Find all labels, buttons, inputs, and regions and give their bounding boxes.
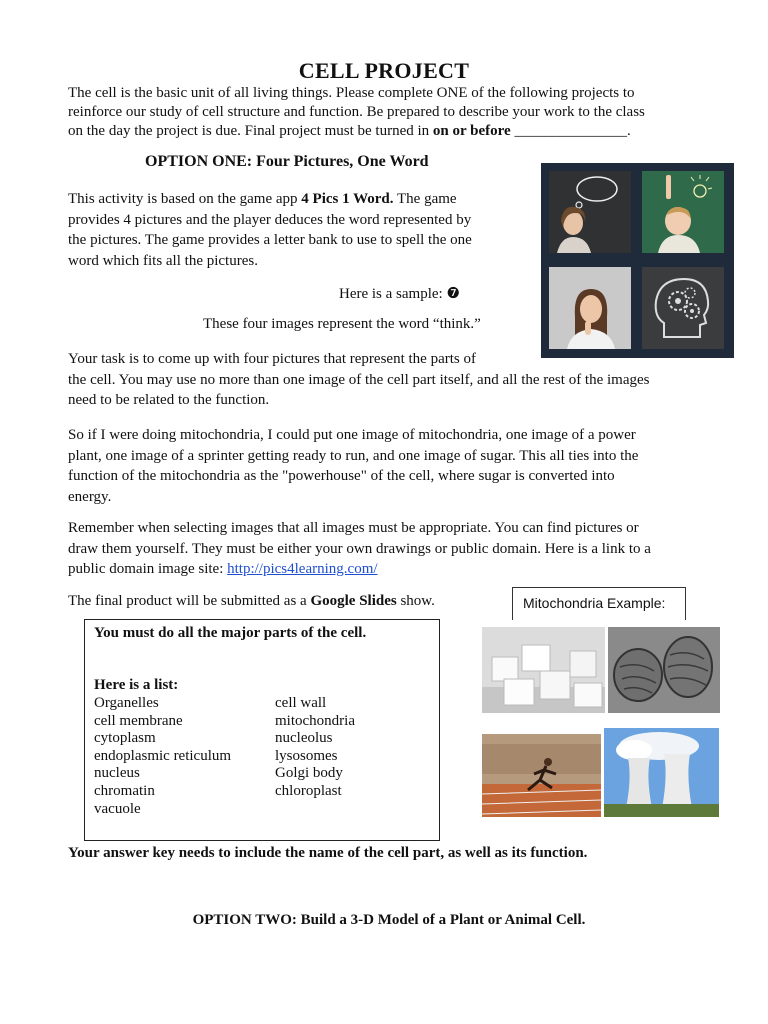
gear-head-image (642, 267, 724, 349)
remember-text: public domain image site: (68, 561, 228, 577)
list-item: Organelles (94, 695, 159, 711)
activity-line (68, 189, 528, 210)
option-one-heading: OPTION ONE: Four Pictures, One Word (145, 153, 429, 170)
mitochondria-paragraph (68, 425, 748, 507)
list-heading: Here is a list: (94, 677, 179, 693)
task-line: Your task is to come up with four pictures that represent the parts of (68, 351, 476, 367)
intro-line: reinforce our study of cell structure and function. Be prepared to describe your work to the class (68, 104, 645, 120)
game-name: 4 Pics 1 Word. (301, 191, 394, 207)
think-caption: These four images represent the word “think.” (203, 316, 481, 332)
intro-line: The cell is the basic unit of all living things. Please complete ONE of the following projects to (68, 85, 635, 101)
answer-key-instruction: Your answer key needs to include the name of the cell part, as well as its function. (68, 845, 588, 861)
due-date-blank: _______________. (510, 123, 631, 139)
remember-line: Remember when selecting images that all images must be appropriate. You can find pictures or (68, 520, 639, 536)
list-item: cell membrane (94, 712, 183, 729)
list-item: lysosomes (275, 747, 338, 764)
list-item: cell wall (275, 695, 327, 711)
mito-line: plant, one image of a sprinter getting ready to run, and one image of sugar. This all ties into the (68, 447, 639, 464)
google-slides-emphasis: Google Slides (310, 593, 397, 609)
option-two-heading: OPTION TWO: Build a 3-D Model of a Plant or Animal Cell. (192, 912, 586, 928)
cell-parts-column-1 (94, 695, 231, 818)
thinking-portrait-image (549, 267, 631, 349)
power-plant-image (604, 728, 719, 817)
thinking-woman-image (549, 171, 631, 253)
boy-idea-image (642, 171, 724, 253)
list-item: vacuole (94, 800, 141, 817)
list-item: Golgi body (275, 765, 343, 782)
cell-parts-box (84, 619, 440, 841)
task-paragraph (68, 349, 748, 411)
mito-line: energy. (68, 488, 112, 505)
pics4learning-link[interactable]: http://pics4learning.com/ (227, 561, 378, 577)
activity-line: word which fits all the pictures. (68, 252, 258, 269)
remember-line (68, 559, 748, 580)
list-item: cytoplasm (94, 730, 156, 747)
sample-label: Here is a sample: ❼ (339, 286, 460, 302)
cell-parts-column-2 (275, 695, 355, 801)
list-item: nucleus (94, 765, 140, 782)
final-product-text: show. (396, 593, 435, 609)
list-item: mitochondria (275, 712, 355, 729)
remember-paragraph (68, 518, 748, 580)
mitochondria-micrograph-image (608, 627, 720, 713)
intro-line (68, 122, 718, 141)
major-parts-instruction: You must do all the major parts of the cell. (94, 625, 367, 641)
remember-line: draw them yourself. They must be either your own drawings or public domain. Here is a link to a (68, 540, 651, 557)
list-item: nucleolus (275, 730, 333, 747)
list-item: chloroplast (275, 782, 342, 799)
activity-line: provides 4 pictures and the player deduces the word represented by (68, 211, 472, 228)
sugar-cubes-image (482, 627, 605, 713)
mitochondria-example-label: Mitochondria Example: (512, 587, 686, 620)
page-title: CELL PROJECT (298, 58, 470, 83)
activity-paragraph (68, 189, 528, 271)
task-line: need to be related to the function. (68, 392, 270, 408)
list-item: chromatin (94, 782, 155, 799)
list-item: endoplasmic reticulum (94, 747, 232, 764)
activity-text: This activity is based on the game app (68, 191, 302, 207)
sprinter-image (482, 734, 601, 817)
intro-paragraph (68, 84, 718, 141)
mito-line: So if I were doing mitochondria, I could put one image of mitochondria, one image of a power (68, 427, 636, 443)
final-product-line (68, 593, 435, 610)
intro-text: on the day the project is due. Final project must be turned in (68, 123, 433, 139)
final-product-text: The final product will be submitted as a (68, 593, 311, 609)
due-date-emphasis: on or before (432, 123, 511, 139)
mito-line: function of the mitochondria as the "powerhouse" of the cell, where sugar is converted into (68, 468, 615, 484)
activity-text: The game (393, 191, 457, 207)
four-pics-collage (541, 163, 734, 358)
task-line: the cell. You may use no more than one image of the cell part itself, and all the rest of the images (68, 371, 650, 388)
activity-line: the pictures. The game provides a letter bank to use to spell the one (68, 232, 472, 248)
